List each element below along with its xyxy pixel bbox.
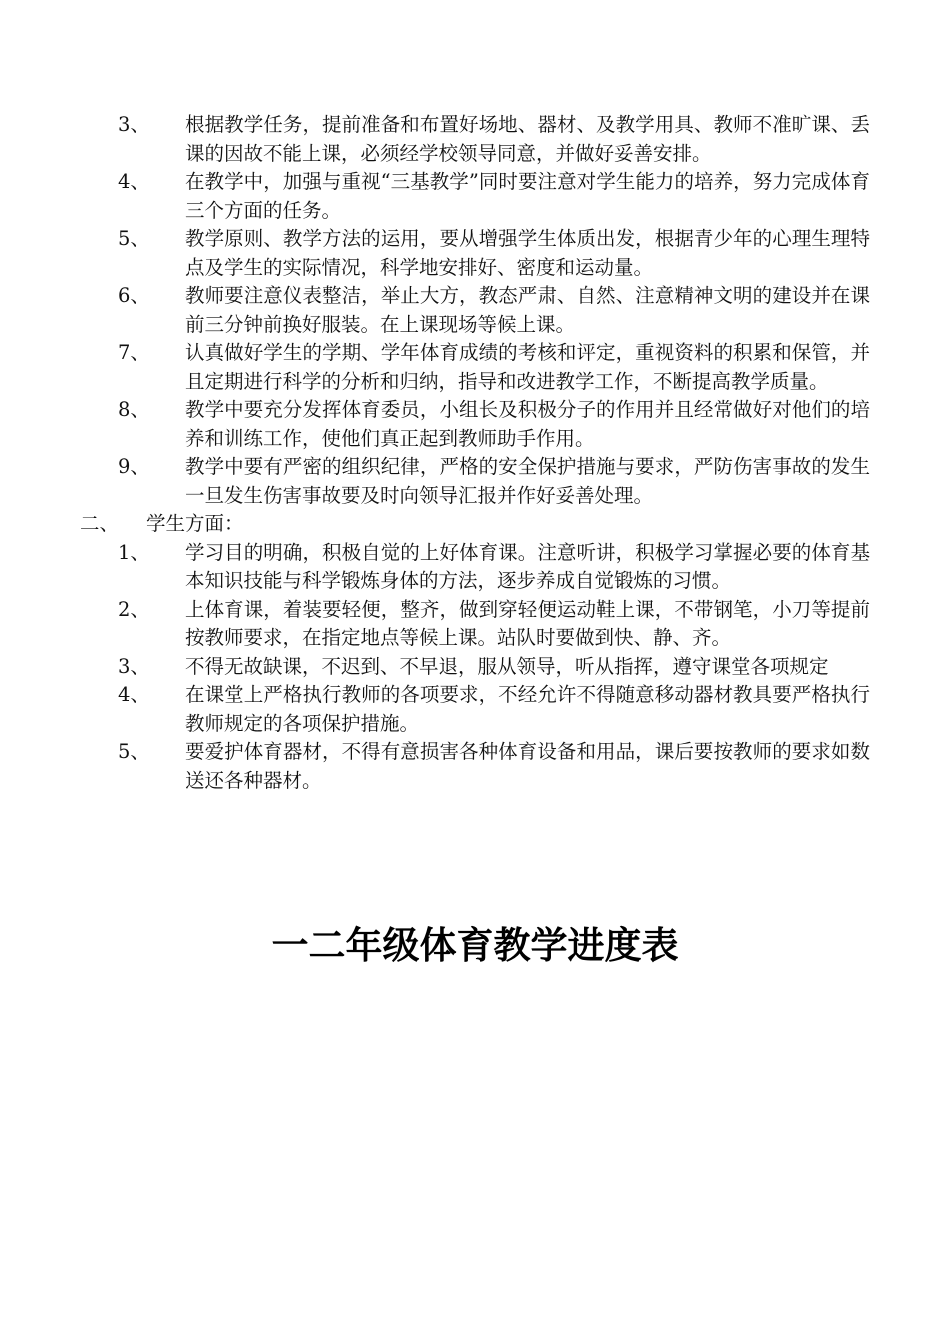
item-number: 2、 — [118, 597, 150, 621]
item-number: 4、 — [118, 683, 150, 706]
item-number: 9、 — [118, 455, 150, 478]
item-text: 在课堂上严格执行教师的各项要求，不经允许不得随意移动器材教具要严格执行教师规定的各项保护措施。 — [185, 683, 870, 735]
teacher-requirements-list — [0, 111, 950, 795]
item-number: 4、 — [118, 170, 150, 193]
item-number: 3、 — [118, 113, 150, 136]
item-text: 教学原则、教学方法的运用，要从增强学生体质出发，根据青少年的心理生理特点及学生的实际情况，科学地安排好、密度和运动量。 — [185, 227, 870, 279]
list-item — [0, 653, 870, 682]
item-text: 根据教学任务，提前准备和布置好场地、器材、及教学用具、教师不准旷课、丢课的因故不能上课，必须经学校领导同意，并做好妥善安排。 — [185, 113, 870, 165]
item-number: 3、 — [118, 654, 150, 678]
item-text: 在教学中，加强与重视“三基教学”同时要注意对学生能力的培养，努力完成体育三个方面的任务。 — [185, 170, 870, 222]
item-number: 6、 — [118, 284, 150, 307]
item-text: 教师要注意仪表整洁，举止大方，教态严肃、自然、注意精神文明的建设并在课前三分钟前换好服装。在上课现场等候上课。 — [185, 284, 870, 336]
item-number: 5、 — [118, 740, 150, 763]
item-text: 要爱护体育器材，不得有意损害各种体育设备和用品，课后要按教师的要求如数送还各种器材。 — [185, 740, 870, 792]
list-item — [0, 539, 870, 596]
list-item — [0, 225, 870, 282]
item-text: 教学中要有严密的组织纪律，严格的安全保护措施与要求，严防伤害事故的发生一旦发生伤害事故要及时向领导汇报并作好妥善处理。 — [185, 455, 870, 507]
section-title: 学生方面： — [146, 512, 244, 535]
item-text: 不得无故缺课，不迟到、不早退，服从领导，听从指挥，遵守课堂各项规定 — [185, 654, 829, 678]
item-number: 8、 — [118, 398, 150, 421]
item-text: 学习目的明确，积极自觉的上好体育课。注意听讲，积极学习掌握必要的体育基本知识技能与科学锻炼身体的方法，逐步养成自觉锻炼的习惯。 — [185, 540, 870, 592]
list-item — [0, 111, 870, 168]
list-item — [0, 168, 870, 225]
list-item — [0, 738, 870, 795]
list-item — [0, 453, 870, 510]
section-number: 二、 — [80, 512, 120, 535]
item-text: 认真做好学生的学期、学年体育成绩的考核和评定，重视资料的积累和保管，并且定期进行科学的分析和归纳，指导和改进教学工作，不断提高教学质量。 — [185, 341, 870, 393]
list-item — [0, 339, 870, 396]
list-item — [0, 396, 870, 453]
item-number: 1、 — [118, 540, 150, 564]
document-title: 一二年级体育教学进度表 — [271, 924, 679, 967]
list-item — [0, 282, 870, 339]
item-number: 7、 — [118, 341, 150, 364]
section-heading-students — [0, 510, 950, 539]
item-text: 上体育课，着装要轻便，整齐，做到穿轻便运动鞋上课，不带钢笔，小刀等提前按教师要求，在指定地点等候上课。站队时要做到快、静、齐。 — [185, 597, 870, 649]
item-text: 教学中要充分发挥体育委员，小组长及积极分子的作用并且经常做好对他们的培养和训练工作，使他们真正起到教师助手作用。 — [185, 398, 870, 450]
item-number: 5、 — [118, 227, 150, 250]
list-item — [0, 596, 870, 653]
list-item — [0, 681, 870, 738]
